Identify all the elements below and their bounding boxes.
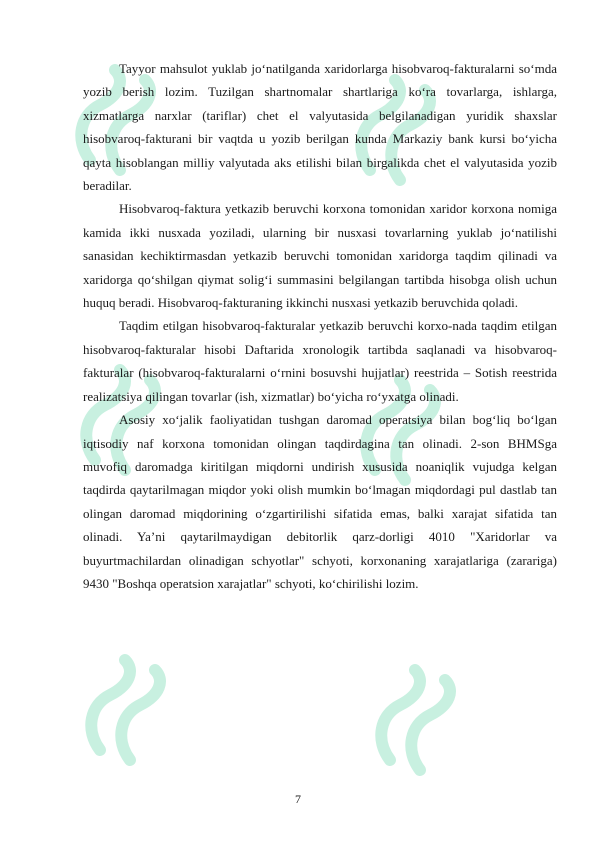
paragraph: Tayyor mahsulot yuklab joʻnatilganda xaridorlarga hisobvaroq-fakturalarni soʻmda yozib berish lozim. Tuzilgan shartnomalar shartlariga koʻra tovarlarga, ishlarga, xizmatlarga narxlar (tariflar) chet el valyutasida belgilanadigan yuridik shaxslar hisobvaroq-fakturani bir vaqtda u yozib berilgan kunda Markaziy bank kursi boʻyicha qayta hisoblangan milliy valyutada aks etilishi bilan birgalikda chet el valyutasida yozib beradilar. [83, 61, 557, 194]
paragraph: Taqdim etilgan hisobvaroq-fakturalar yetkazib beruvchi korxo-nada taqdim etilgan hisobvaroq-fakturalar hisobi Daftarida xronologik tartibda saqlanadi va hisobvaroq-fakturalar (hisobvaroq-fakturalarni oʻrnini bosuvshi hujjatlar) reestrida – Sotish reestrida realizatsiya qilingan tovarlar (ish, xizmatlar) boʻyicha roʻyxatga olinadi. [83, 318, 557, 404]
page-number: 7 [295, 792, 301, 806]
body-text [83, 57, 557, 595]
paragraph: Hisobvaroq-faktura yetkazib beruvchi korxona tomonidan xaridor korxona nomiga kamida ikki nusxada yoziladi, ularning bir nusxasi tovarlarning yuklab joʻnatilishi sanasidan kechiktirmasdan yetkazib beruvchi tomonidan xaridorga taqdim qilinadi va xaridorga qoʻshilgan qiymat soligʻi summasini belgilangan tartibda hisobga olish uchun huquq beradi. Hisobvaroq-fakturaning ikkinchi nusxasi yetkazib beruvchida qoladi. [83, 201, 557, 311]
paragraph: Asosiy xoʻjalik faoliyatidan tushgan daromad operatsiya bilan bogʻliq boʻlgan iqtisodiy naf korxona tomonidan olingan taqdirdagina tan olinadi. 2-son BHMSga muvofiq daromadga kiritilgan miqdorni undirish xususida noaniqlik vujudga kelgan taqdirda qaytarilmagan miqdor yoki olish mumkin boʻlmagan miqdordagi pul dastlab tan olingan daromad miqdorining oʻzgartirilishi sifatida emas, balki xarajat sifatida tan olinadi. Ya’ni qaytarilmaydigan debitorlik qarz-dorligi 4010 "Xaridorlar va buyurtmachilardan olinadigan schyotlar" schyoti, korxonaning xarajatlariga (zarariga) 9430 "Boshqa operatsion xarajatlar" schyoti, koʻchirilishi lozim. [83, 412, 557, 591]
watermark-logo-icon [80, 650, 170, 770]
watermark-logo-icon [370, 660, 460, 780]
